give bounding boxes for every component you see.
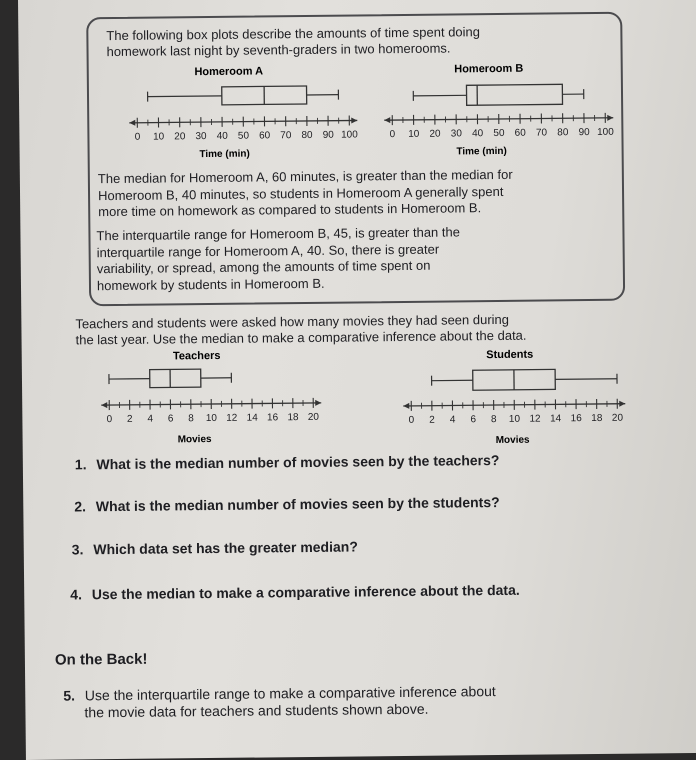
students-tick-label: 8 xyxy=(491,414,497,425)
students-tick-label: 0 xyxy=(409,415,415,426)
teachers-tick-label: 10 xyxy=(206,413,218,424)
question-5 xyxy=(63,683,496,722)
intro-line-2: homework last night by seventh-graders in two homerooms. xyxy=(106,40,450,60)
teachers-arrow-left xyxy=(101,402,107,408)
teachers-tick-label: 6 xyxy=(168,413,174,424)
students-box-plot xyxy=(432,369,618,391)
homeroom-a-tick-label: 80 xyxy=(301,130,313,141)
homeroom-b-tick-label: 100 xyxy=(597,127,614,138)
homeroom-b-iqr-box xyxy=(466,84,562,105)
question-5-number: 5. xyxy=(63,687,75,703)
homeroom-a-whisker-left xyxy=(148,96,222,97)
question-5-line-1: Use the interquartile range to make a comparative inference about xyxy=(85,683,496,703)
teachers-tick-label: 4 xyxy=(147,414,153,425)
movies-intro-line-1: Teachers and students were asked how many movies they had seen during xyxy=(75,312,509,333)
students-axis-title: Movies xyxy=(496,435,530,446)
homeroom-a-box-plot xyxy=(148,86,339,106)
homeroom-b-arrow-left xyxy=(384,117,390,123)
question-3-number: 3. xyxy=(72,541,84,557)
teachers-tick-label: 14 xyxy=(247,413,259,424)
homeroom-a-tick-label: 10 xyxy=(153,131,165,142)
question-5-line-2: the movie data for teachers and students shown above. xyxy=(63,700,496,722)
homeroom-a-tick-label: 90 xyxy=(323,130,335,141)
students-axis xyxy=(403,399,625,426)
iqr-line-3: variability, or spread, among the amounts of time spent on xyxy=(97,257,461,277)
teachers-tick-label: 12 xyxy=(226,413,238,424)
students-arrow-right xyxy=(619,401,625,407)
homeroom-b-tick-label: 10 xyxy=(408,129,420,140)
question-2-text: What is the median number of movies seen by the students? xyxy=(96,494,500,514)
teachers-tick-label: 20 xyxy=(308,412,320,423)
students-arrow-left xyxy=(403,403,409,409)
homeroom-a-arrow-left xyxy=(129,120,135,126)
homeroom-a-axis-title: Time (min) xyxy=(199,149,250,161)
movies-intro-line-2: the last year. Use the median to make a comparative inference about the data. xyxy=(75,328,526,349)
teachers-arrow-right xyxy=(315,400,321,406)
homeroom-b-axis xyxy=(384,113,614,140)
median-line-1: The median for Homeroom A, 60 minutes, is greater than the median for xyxy=(98,167,513,188)
homeroom-b-title: Homeroom B xyxy=(454,63,523,76)
homeroom-b-axis-title: Time (min) xyxy=(456,146,507,158)
students-tick-label: 2 xyxy=(429,415,435,426)
homeroom-b-tick-label: 50 xyxy=(493,128,505,139)
question-3-text: Which data set has the greater median? xyxy=(93,538,358,557)
homeroom-a-axis xyxy=(129,115,358,142)
homeroom-b-tick-label: 90 xyxy=(578,127,590,138)
homeroom-b-arrow-right xyxy=(607,115,613,121)
intro-line-1: The following box plots describe the amounts of time spent doing xyxy=(106,24,480,44)
question-4 xyxy=(70,582,520,603)
teachers-tick-label: 8 xyxy=(188,413,194,424)
homeroom-a-tick-label: 30 xyxy=(195,131,207,142)
students-whisker-right xyxy=(555,379,617,380)
teachers-tick-label: 16 xyxy=(267,412,279,423)
question-3 xyxy=(72,538,358,557)
movie-box-plots xyxy=(72,342,633,453)
on-the-back-heading: On the Back! xyxy=(55,651,148,669)
students-tick-label: 20 xyxy=(612,413,624,424)
homeroom-b-tick-label: 80 xyxy=(557,127,569,138)
question-1 xyxy=(75,452,500,472)
homeroom-a-arrow-right xyxy=(351,117,357,123)
homeroom-a-tick-label: 100 xyxy=(341,129,358,140)
teachers-tick-label: 0 xyxy=(107,414,113,425)
homeroom-b-tick-label: 70 xyxy=(536,127,548,138)
homeroom-b-whisker-left xyxy=(413,95,466,96)
students-title: Students xyxy=(486,349,533,361)
question-4-text: Use the median to make a comparative inference about the data. xyxy=(92,582,520,602)
iqr-line-4: homework by students in Homeroom B. xyxy=(97,274,461,294)
median-line-2: Homeroom B, 40 minutes, so students in Homeroom A generally spent xyxy=(98,183,513,204)
homeroom-b-box-plot xyxy=(413,84,584,106)
teachers-axis xyxy=(101,398,321,425)
homeroom-b-tick-label: 60 xyxy=(515,128,527,139)
teachers-box-plot xyxy=(109,369,232,388)
homeroom-a-tick-label: 20 xyxy=(174,131,186,142)
iqr-line-2: interquartile range for Homeroom A, 40. So, there is greater xyxy=(97,241,461,261)
homeroom-a-tick-label: 40 xyxy=(217,131,229,142)
students-tick-label: 14 xyxy=(550,413,562,424)
students-tick-label: 18 xyxy=(591,413,603,424)
students-tick-label: 10 xyxy=(509,414,521,425)
teachers-tick-label: 18 xyxy=(287,412,299,423)
homeroom-b-tick-label: 40 xyxy=(472,128,484,139)
question-1-number: 1. xyxy=(75,456,87,472)
iqr-paragraph xyxy=(96,224,460,294)
question-4-number: 4. xyxy=(70,586,82,602)
homeroom-a-tick-label: 70 xyxy=(280,130,292,141)
homeroom-b-tick-label: 0 xyxy=(390,129,396,140)
iqr-line-1: The interquartile range for Homeroom B, 45, is greater than the xyxy=(96,224,460,244)
homeroom-a-tick-label: 60 xyxy=(259,130,271,141)
teachers-title: Teachers xyxy=(173,350,221,362)
students-tick-label: 6 xyxy=(470,414,476,425)
homeroom-b-tick-label: 20 xyxy=(429,129,441,140)
question-1-text: What is the median number of movies seen by the teachers? xyxy=(96,452,499,472)
students-tick-label: 12 xyxy=(529,414,541,425)
median-line-3: more time on homework as compared to students in Homeroom B. xyxy=(98,200,513,221)
question-2 xyxy=(74,494,499,514)
teachers-axis-title: Movies xyxy=(178,434,212,445)
homework-box-plots xyxy=(109,58,630,163)
students-tick-label: 4 xyxy=(450,414,456,425)
homeroom-a-title: Homeroom A xyxy=(194,65,263,78)
teachers-iqr-box xyxy=(150,369,201,388)
homeroom-b-tick-label: 30 xyxy=(451,128,463,139)
students-tick-label: 16 xyxy=(571,413,583,424)
homeroom-a-tick-label: 0 xyxy=(135,132,141,143)
median-paragraph xyxy=(98,167,513,221)
teachers-tick-label: 2 xyxy=(127,414,133,425)
worksheet-page xyxy=(18,0,696,760)
question-2-number: 2. xyxy=(74,498,86,514)
homeroom-a-tick-label: 50 xyxy=(238,131,250,142)
